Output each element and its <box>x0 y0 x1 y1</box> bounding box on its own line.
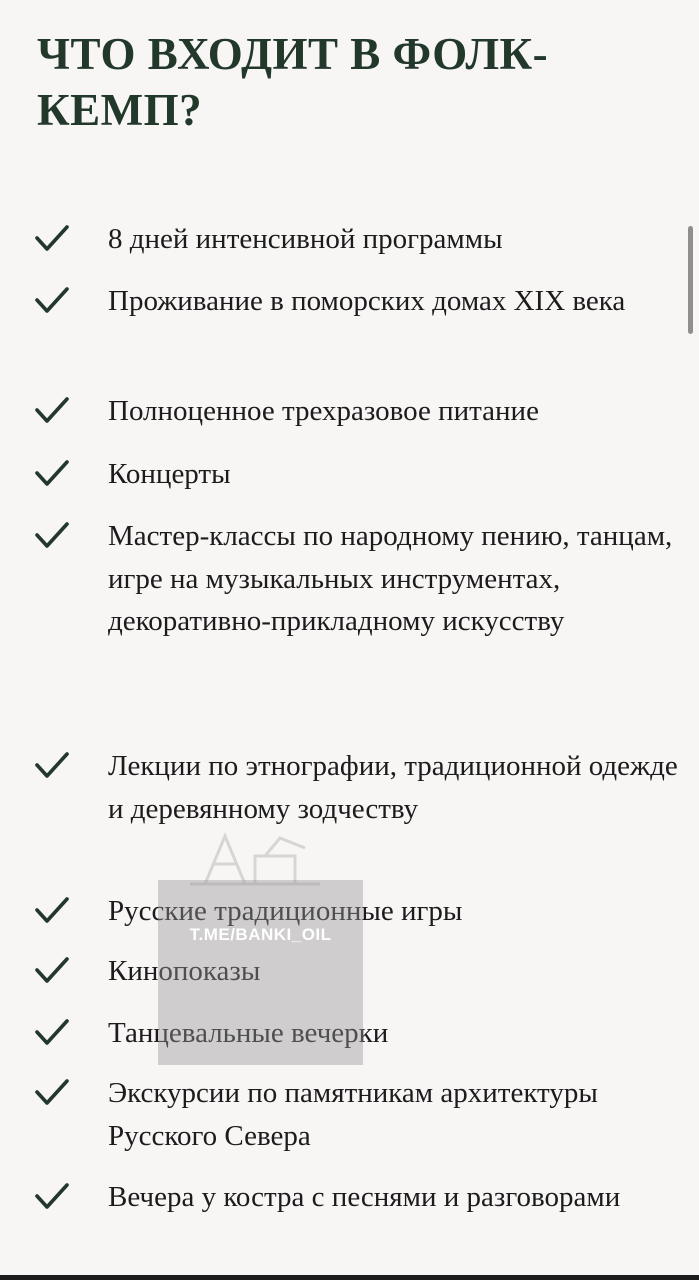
list-item-text: Полноценное трехразовое питание <box>108 395 539 427</box>
oil-rig-icon <box>185 826 325 886</box>
list-item-text: Танцевальные вечерки <box>108 1017 389 1049</box>
checkmark-icon <box>34 1078 70 1108</box>
checkmark-icon <box>34 224 70 254</box>
list-item-text: Проживание в поморских домах XIX века <box>108 285 626 317</box>
list-item-text: Лекции по этнографии, традиционной одежде и деревянному зодчеству <box>108 750 678 825</box>
scrollbar[interactable] <box>688 226 693 334</box>
list-item-text: Экскурсии по памятникам архитектуры Русского Севера <box>108 1077 598 1152</box>
bottom-divider <box>0 1275 699 1280</box>
checkmark-icon <box>34 286 70 316</box>
list-item-text: Кинопоказы <box>108 955 261 987</box>
page-title: ЧТО ВХОДИТ В ФОЛК-КЕМП? <box>37 29 549 135</box>
checkmark-icon <box>34 1018 70 1048</box>
list-item-text: Концерты <box>108 458 231 490</box>
list-item-text: Вечера у костра с песнями и разговорами <box>108 1181 621 1213</box>
list-item-text: 8 дней интенсивной программы <box>108 223 503 255</box>
list-item-text: Русские традиционные игры <box>108 895 463 927</box>
checkmark-icon <box>34 459 70 489</box>
checkmark-icon <box>34 521 70 551</box>
checkmark-icon <box>34 1182 70 1212</box>
list-item-text: Мастер-классы по народному пению, танцам, игре на музыкальных инструментах, декоративно-прикладному искусству <box>108 520 673 637</box>
watermark-label: T.ME/BANKI_OIL <box>189 925 332 944</box>
watermark-overlay <box>158 880 363 1065</box>
checkmark-icon <box>34 956 70 986</box>
checkmark-icon <box>34 896 70 926</box>
checkmark-icon <box>34 751 70 781</box>
checkmark-icon <box>34 396 70 426</box>
